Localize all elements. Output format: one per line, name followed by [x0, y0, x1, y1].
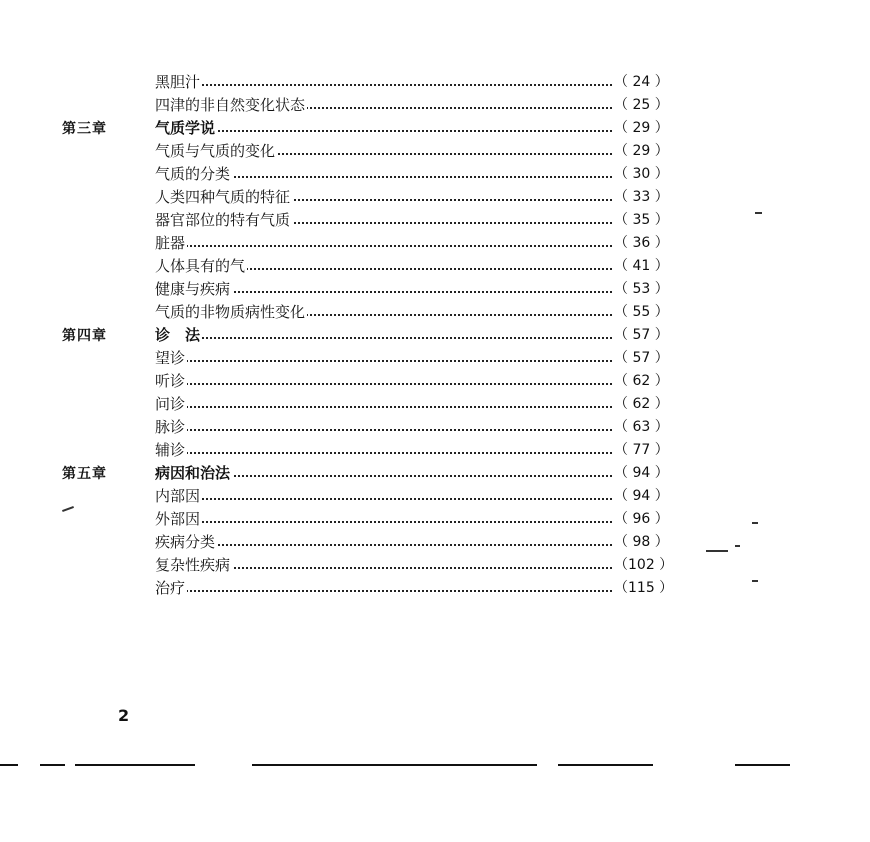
toc-entry: [0, 254, 870, 277]
scan-speck: [706, 550, 728, 552]
entry-title: 健康与疾病: [155, 280, 231, 298]
toc-entry: [0, 300, 870, 323]
entry-page-number: （ 24 ）: [612, 71, 669, 91]
entry-page-number: （ 35 ）: [612, 209, 669, 229]
dot-leader: [155, 337, 615, 339]
toc-entry: [0, 392, 870, 415]
toc-entry: [0, 70, 870, 93]
entry-title: 外部因: [155, 510, 201, 528]
entry-title: 治疗: [155, 579, 186, 597]
entry-page-number: （ 63 ）: [612, 416, 669, 436]
dot-leader: [155, 429, 615, 431]
toc-entry: [0, 530, 870, 553]
entry-title: 气质的非物质病性变化: [155, 303, 306, 321]
page-number: 2: [118, 706, 130, 725]
dot-leader: [155, 245, 615, 247]
entry-page-number: （ 55 ）: [612, 301, 669, 321]
chapter-label: 第四章: [62, 328, 107, 344]
entry-page-number: （102 ）: [612, 554, 673, 574]
entry-title: 人类四种气质的特征: [155, 188, 291, 206]
scan-speck: [755, 212, 762, 214]
toc-entry: [0, 231, 870, 254]
entry-title: 气质的分类: [155, 165, 231, 183]
entry-page-number: （ 36 ）: [612, 232, 669, 252]
dot-leader: [155, 452, 615, 454]
toc-entry: [0, 277, 870, 300]
entry-title: 气质与气质的变化: [155, 142, 276, 160]
chapter-label: 第五章: [62, 466, 107, 482]
toc-entry: [0, 208, 870, 231]
dot-leader: [155, 360, 615, 362]
entry-page-number: （ 25 ）: [612, 94, 669, 114]
dot-leader: [155, 130, 615, 132]
entry-title: 器官部位的特有气质: [155, 211, 291, 229]
scan-speck: [735, 545, 740, 547]
entry-page-number: （ 29 ）: [612, 117, 669, 137]
entry-title: 复杂性疾病: [155, 556, 231, 574]
toc-entry: [0, 415, 870, 438]
toc-entry: [0, 162, 870, 185]
dot-leader: [155, 544, 615, 546]
entry-page-number: （ 62 ）: [612, 393, 669, 413]
toc-entry: [0, 507, 870, 530]
bottom-rule-segment: [0, 764, 18, 766]
dot-leader: [155, 383, 615, 385]
toc-entry: [0, 346, 870, 369]
table-of-contents: [0, 70, 870, 599]
scan-speck: [752, 522, 758, 524]
bottom-rule-segment: [252, 764, 537, 766]
scan-speck: [752, 580, 758, 582]
entry-title: 辅诊: [155, 441, 186, 459]
bottom-rule-segment: [558, 764, 653, 766]
entry-page-number: （ 29 ）: [612, 140, 669, 160]
entry-page-number: （ 57 ）: [612, 324, 669, 344]
bottom-rule-segment: [735, 764, 790, 766]
toc-entry: [0, 369, 870, 392]
entry-page-number: （ 98 ）: [612, 531, 669, 551]
toc-entry: [0, 116, 870, 139]
entry-page-number: （ 33 ）: [612, 186, 669, 206]
bottom-rule-segment: [75, 764, 195, 766]
entry-title: 气质学说: [155, 119, 216, 137]
entry-title: 病因和治法: [155, 464, 231, 482]
entry-title: 四津的非自然变化状态: [155, 96, 306, 114]
entry-page-number: （ 77 ）: [612, 439, 669, 459]
entry-title: 疾病分类: [155, 533, 216, 551]
entry-title: 脉诊: [155, 418, 186, 436]
entry-page-number: （ 53 ）: [612, 278, 669, 298]
entry-title: 问诊: [155, 395, 186, 413]
dot-leader: [155, 498, 615, 500]
toc-entry: [0, 93, 870, 116]
dot-leader: [155, 84, 615, 86]
entry-page-number: （115 ）: [612, 577, 673, 597]
entry-title: 脏器: [155, 234, 186, 252]
dot-leader: [155, 521, 615, 523]
toc-entry: [0, 323, 870, 346]
entry-title: 听诊: [155, 372, 186, 390]
entry-title: 内部因: [155, 487, 201, 505]
toc-entry: [0, 139, 870, 162]
toc-entry: [0, 461, 870, 484]
entry-page-number: （ 94 ）: [612, 462, 669, 482]
chapter-label: 第三章: [62, 121, 107, 137]
entry-page-number: （ 41 ）: [612, 255, 669, 275]
toc-entry: [0, 185, 870, 208]
toc-entry: [0, 576, 870, 599]
entry-page-number: （ 57 ）: [612, 347, 669, 367]
entry-page-number: （ 94 ）: [612, 485, 669, 505]
entry-page-number: （ 96 ）: [612, 508, 669, 528]
toc-entry: [0, 553, 870, 576]
entry-page-number: （ 62 ）: [612, 370, 669, 390]
entry-title: 望诊: [155, 349, 186, 367]
entry-page-number: （ 30 ）: [612, 163, 669, 183]
dot-leader: [155, 590, 615, 592]
entry-title: 诊 法: [155, 326, 201, 344]
dot-leader: [155, 406, 615, 408]
toc-entry: [0, 484, 870, 507]
bottom-rule-segment: [40, 764, 65, 766]
entry-title: 黑胆汁: [155, 73, 201, 91]
toc-entry: [0, 438, 870, 461]
entry-title: 人体具有的气: [155, 257, 246, 275]
